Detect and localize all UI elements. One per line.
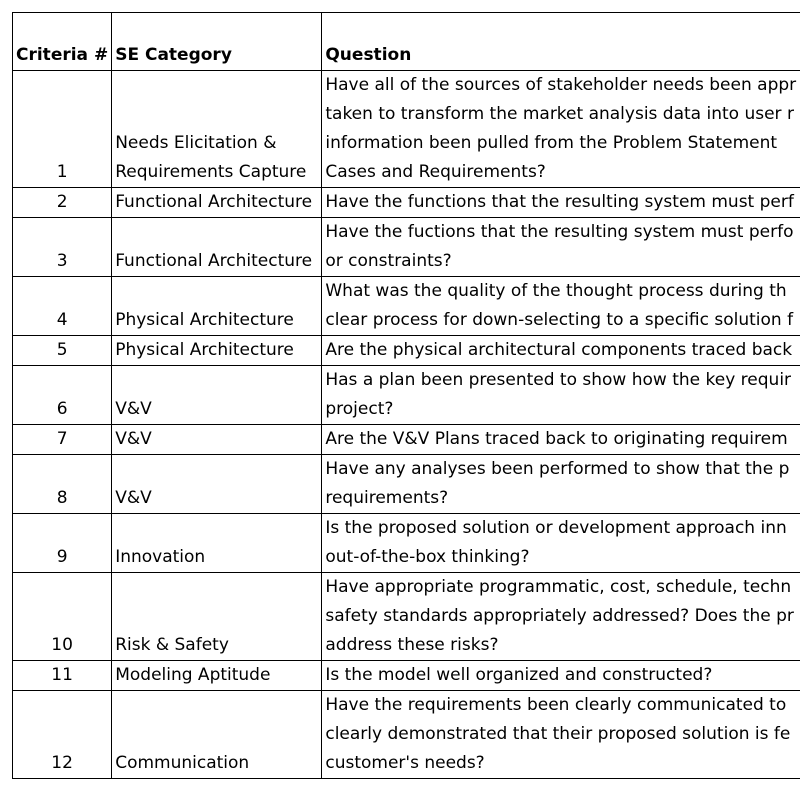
header-se-category: SE Category bbox=[112, 13, 322, 71]
criteria-number-cell: 1 bbox=[13, 71, 112, 188]
se-category-line: Physical Architecture bbox=[115, 310, 294, 330]
question-line: requirements? bbox=[325, 488, 449, 508]
question-line: Has a plan been presented to show how the key requir bbox=[325, 370, 792, 390]
question-line: customer's needs? bbox=[325, 753, 485, 773]
question-line: Cases and Requirements? bbox=[325, 162, 546, 182]
se-category-cell bbox=[112, 425, 322, 455]
criteria-number-cell: 5 bbox=[13, 336, 112, 366]
question-cell bbox=[322, 277, 800, 336]
se-category-cell bbox=[112, 71, 322, 188]
table-row bbox=[13, 218, 800, 277]
question-line: taken to transform the market analysis data into user r bbox=[325, 104, 794, 124]
se-category-line: Communication bbox=[115, 753, 250, 773]
se-category-cell bbox=[112, 336, 322, 366]
se-category-cell bbox=[112, 277, 322, 336]
question-line: Is the model well organized and constructed? bbox=[325, 665, 713, 685]
question-cell bbox=[322, 366, 800, 425]
question-cell bbox=[322, 336, 800, 366]
question-line: What was the quality of the thought process during th bbox=[325, 281, 787, 301]
question-line: out-of-the-box thinking? bbox=[325, 547, 530, 567]
question-line: project? bbox=[325, 399, 394, 419]
table-row bbox=[13, 425, 800, 455]
question-line: Have the functions that the resulting system must perf bbox=[325, 192, 794, 212]
question-line: Have any analyses been performed to show that the p bbox=[325, 459, 790, 479]
question-cell bbox=[322, 71, 800, 188]
criteria-number-cell: 2 bbox=[13, 188, 112, 218]
se-category-line: Requirements Capture bbox=[115, 162, 307, 182]
table-row bbox=[13, 366, 800, 425]
question-cell bbox=[322, 455, 800, 514]
question-line: address these risks? bbox=[325, 635, 499, 655]
question-line: or constraints? bbox=[325, 251, 452, 271]
se-category-line: Functional Architecture bbox=[115, 192, 313, 212]
table-body bbox=[13, 71, 800, 779]
criteria-number-cell: 9 bbox=[13, 514, 112, 573]
question-line: Are the physical architectural components traced back bbox=[325, 340, 793, 360]
criteria-number-cell: 12 bbox=[13, 691, 112, 779]
se-category-cell bbox=[112, 218, 322, 277]
se-category-cell bbox=[112, 661, 322, 691]
question-line: Are the V&V Plans traced back to originating requirem bbox=[325, 429, 788, 449]
question-line: Have the requirements been clearly communicated to bbox=[325, 695, 787, 715]
se-category-line: Functional Architecture bbox=[115, 251, 313, 271]
criteria-table bbox=[12, 12, 800, 779]
question-line: information been pulled from the Problem Statement bbox=[325, 133, 778, 153]
table-row bbox=[13, 661, 800, 691]
table-row bbox=[13, 71, 800, 188]
se-category-cell bbox=[112, 514, 322, 573]
criteria-number-cell: 11 bbox=[13, 661, 112, 691]
question-cell bbox=[322, 425, 800, 455]
se-category-cell bbox=[112, 691, 322, 779]
question-line: safety standards appropriately addressed? Does the pr bbox=[325, 606, 794, 626]
se-category-line: Needs Elicitation & bbox=[115, 133, 277, 153]
se-category-line: Physical Architecture bbox=[115, 340, 294, 360]
question-cell bbox=[322, 188, 800, 218]
question-cell bbox=[322, 691, 800, 779]
header-criteria-num: Criteria # bbox=[13, 13, 112, 71]
question-cell bbox=[322, 661, 800, 691]
table-row bbox=[13, 277, 800, 336]
question-line: Have the fuctions that the resulting system must perfo bbox=[325, 222, 794, 242]
se-category-cell bbox=[112, 573, 322, 661]
table-row bbox=[13, 691, 800, 779]
se-category-line: Modeling Aptitude bbox=[115, 665, 271, 685]
criteria-number-cell: 6 bbox=[13, 366, 112, 425]
se-category-line: Innovation bbox=[115, 547, 206, 567]
question-cell bbox=[322, 218, 800, 277]
se-category-line: V&V bbox=[115, 488, 152, 508]
question-line: Is the proposed solution or development approach inn bbox=[325, 518, 787, 538]
criteria-number-cell: 3 bbox=[13, 218, 112, 277]
question-line: Have appropriate programmatic, cost, schedule, techn bbox=[325, 577, 792, 597]
question-line: Have all of the sources of stakeholder needs been appr bbox=[325, 75, 797, 95]
criteria-number-cell: 7 bbox=[13, 425, 112, 455]
table-row bbox=[13, 514, 800, 573]
se-category-line: V&V bbox=[115, 429, 152, 449]
criteria-number-cell: 10 bbox=[13, 573, 112, 661]
question-line: clear process for down-selecting to a specific solution f bbox=[325, 310, 794, 330]
table-row bbox=[13, 573, 800, 661]
se-category-cell bbox=[112, 366, 322, 425]
se-category-cell bbox=[112, 188, 322, 218]
criteria-number-cell: 8 bbox=[13, 455, 112, 514]
header-row bbox=[13, 13, 800, 71]
criteria-number-cell: 4 bbox=[13, 277, 112, 336]
table-row bbox=[13, 336, 800, 366]
header-question: Question bbox=[322, 13, 800, 71]
se-category-cell bbox=[112, 455, 322, 514]
table-row bbox=[13, 455, 800, 514]
question-cell bbox=[322, 573, 800, 661]
se-category-line: V&V bbox=[115, 399, 152, 419]
table-row bbox=[13, 188, 800, 218]
se-category-line: Risk & Safety bbox=[115, 635, 229, 655]
question-cell bbox=[322, 514, 800, 573]
question-line: clearly demonstrated that their proposed solution is fe bbox=[325, 724, 791, 744]
